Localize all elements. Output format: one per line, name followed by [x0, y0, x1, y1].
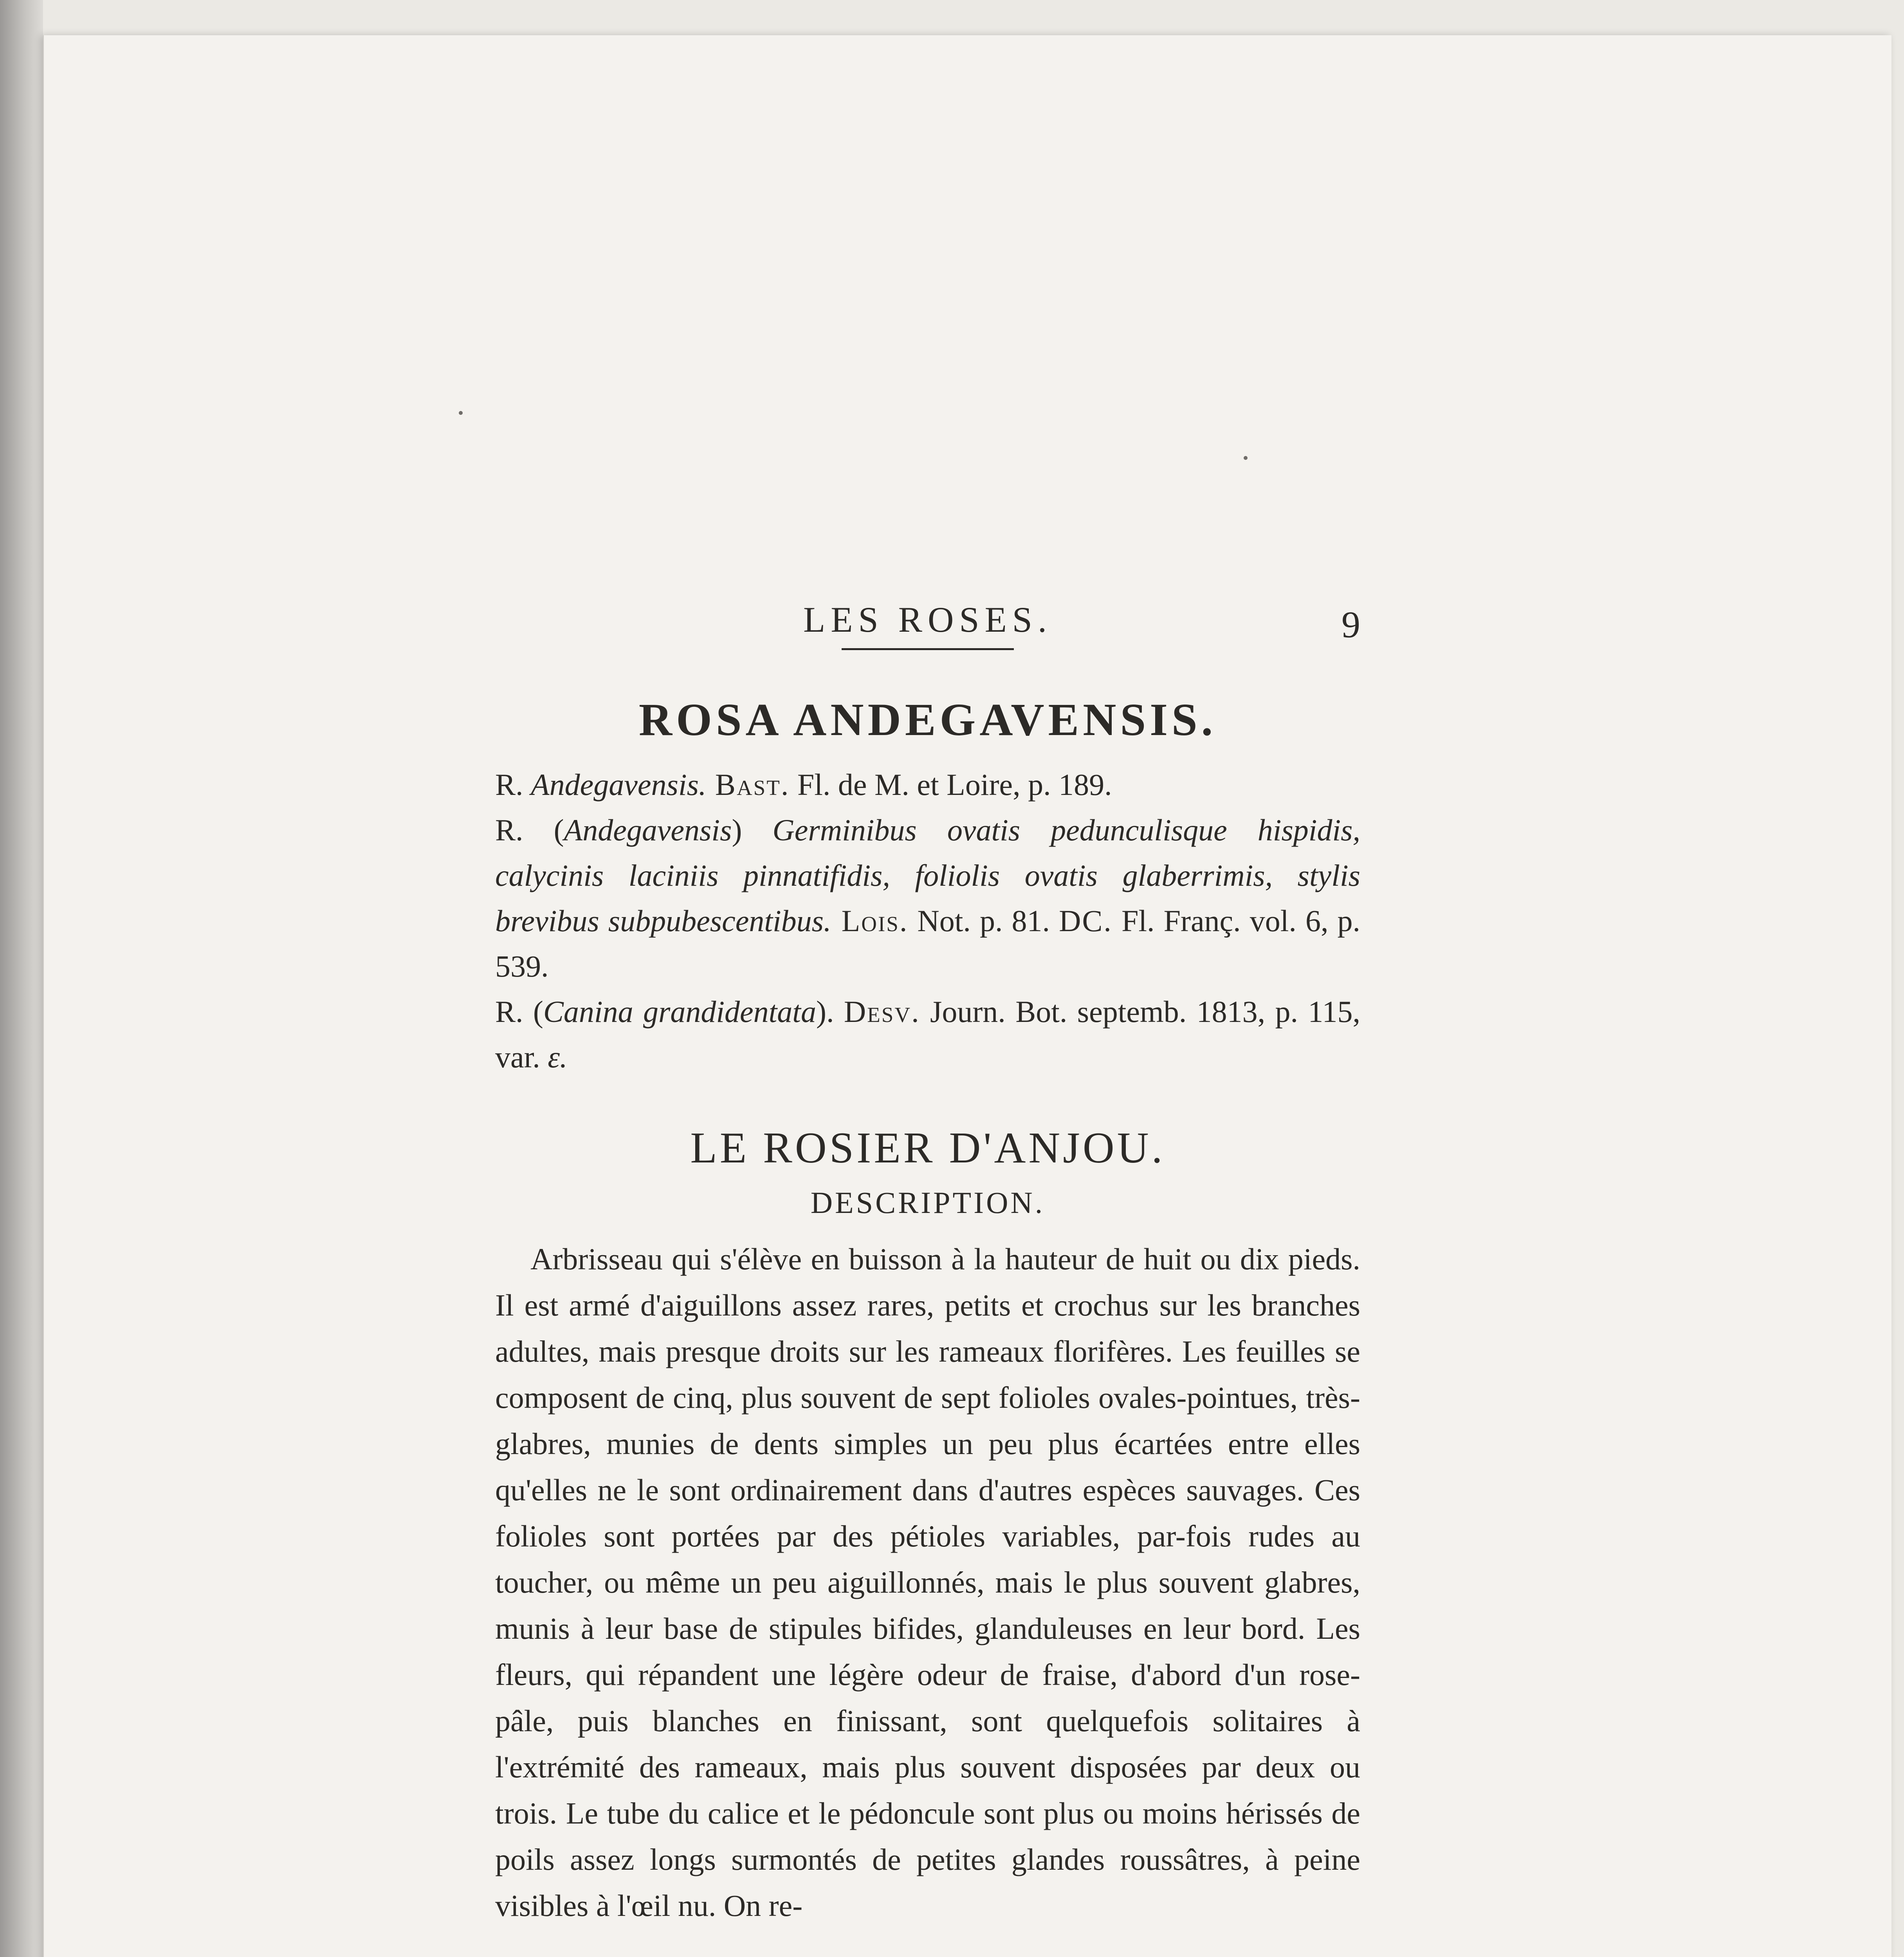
synonym-text: Andegavensis. — [531, 768, 707, 802]
synonym-text: Fl. Franç. vol. 6, p. 539. — [495, 904, 1360, 983]
synonym-text: ε. — [548, 1040, 568, 1074]
running-head — [495, 587, 1360, 646]
synonym-entry — [495, 807, 1360, 989]
synonym-text: R. — [495, 768, 531, 802]
species-title: ROSA ANDEGAVENSIS. — [638, 694, 1217, 745]
synonym-list — [495, 762, 1360, 1080]
common-name: LE ROSIER D'ANJOU. — [690, 1124, 1165, 1172]
synonym-text: DC. — [1059, 904, 1112, 938]
book-binding-edge — [0, 0, 43, 1957]
synonym-text: Andegavensis — [564, 813, 732, 847]
description-paragraph: Arbrisseau qui s'élève en buisson à la hauteur de huit ou dix pieds. Il est armé d'aiguillons assez rares, petits et crochus sur les branches adultes, mais presque droits sur les rameaux florifères. Les feuilles se composent de cinq, plus souvent de sept folioles ovales-pointues, très-glabres, munies de dents simples un peu plus écartées entre elles qu'elles ne le sont ordinairement dans d'autres espèces sauvages. Ces folioles sont portées par des pétioles variables, par-fois rudes au toucher, ou même un peu aiguillonnés, mais le plus souvent glabres, munis à leur base de stipules bifides, glanduleuses en leur bord. Les fleurs, qui répandent une légère odeur de fraise, d'abord d'un rose-pâle, puis blanches en finissant, sont quelquefois solitaires à l'extrémité des rameaux, mais plus souvent disposées par deux ou trois. Le tube du calice et le pédoncule sont plus ou moins hérissés de poils assez longs surmontés de petites glandes roussâtres, à peine visibles à l'œil nu. On re- — [495, 1242, 1360, 1923]
synonym-entry — [495, 762, 1360, 807]
synonym-text: Not. p. 81. — [908, 904, 1059, 938]
synonym-text: R. ( — [495, 813, 564, 847]
synonym-text: Lois. — [831, 904, 909, 938]
paper-speck — [459, 411, 463, 415]
page-number: 9 — [1341, 604, 1360, 645]
synonym-text: Desv. — [844, 995, 920, 1029]
paper-speck — [1244, 456, 1248, 460]
synonym-text: Journ. Bot. septemb. 1813, p. 115, var. — [495, 995, 1360, 1074]
synonym-text: ) — [732, 813, 773, 847]
synonym-text: ). — [816, 995, 844, 1029]
synonym-text: R. ( — [495, 995, 543, 1029]
running-title: LES ROSES. — [803, 600, 1052, 640]
synonym-text: Bast. — [706, 768, 790, 802]
synonym-text: Canina grandidentata — [543, 995, 816, 1029]
synonym-text: Germinibus ovatis pedunculisque hispidis, calycinis laciniis pinnatifidis, foliolis ovatis glaberrimis, stylis brevibus subpubescentibus. — [495, 813, 1360, 938]
synonym-entry — [495, 989, 1360, 1080]
synonym-text: Fl. de M. et Loire, p. 189. — [790, 768, 1112, 802]
text-block — [495, 587, 1360, 1929]
section-title: DESCRIPTION. — [810, 1186, 1045, 1220]
header-rule — [842, 648, 1014, 650]
